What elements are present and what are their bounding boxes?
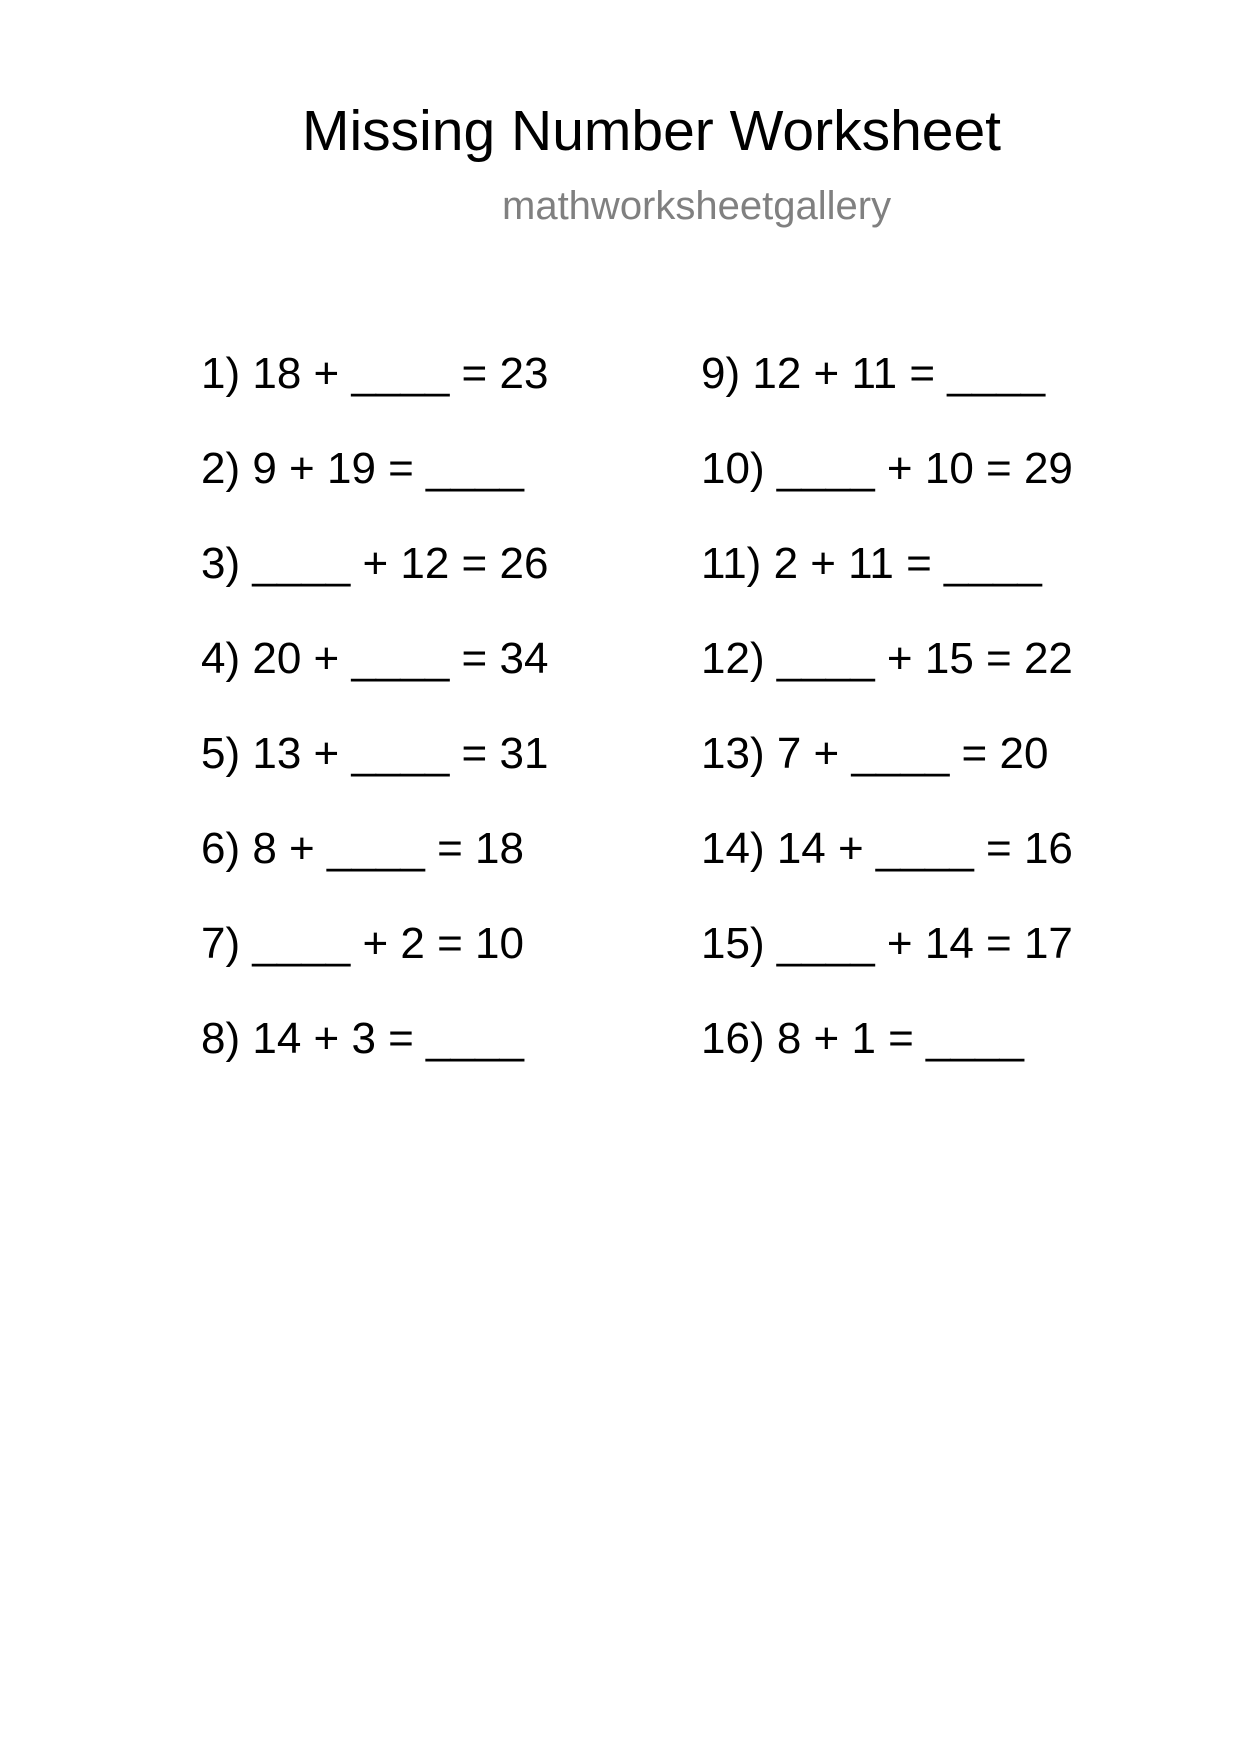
problem-15 [701,919,1073,1017]
problem-equation: 14 + 3 = ____ [252,1014,524,1063]
problem-3 [201,539,549,637]
problems-column-right [701,349,1073,1112]
problem-number: 11) [701,539,762,588]
problem-4 [201,634,549,732]
problem-7 [201,919,548,1017]
problem-9 [701,349,1073,447]
problem-number: 16) [701,1014,765,1063]
problem-2 [201,444,548,542]
problem-equation: ____ + 10 = 29 [776,444,1073,493]
problem-12 [701,634,1073,732]
problem-number: 10) [701,444,765,493]
problem-16 [701,1014,1073,1112]
problem-equation: 14 + ____ = 16 [776,824,1073,873]
problem-equation: 20 + ____ = 34 [252,634,549,683]
problem-10 [701,444,1073,542]
problem-number: 7) [201,919,241,968]
problem-equation: ____ + 2 = 10 [252,919,524,968]
problem-number: 4) [201,634,241,683]
problem-equation: 12 + 11 = ____ [752,349,1046,398]
problem-equation: 7 + ____ = 20 [776,729,1049,778]
problem-number: 3) [201,539,241,588]
worksheet-title: Missing Number Worksheet [302,99,1002,163]
problem-6 [201,824,548,922]
problem-number: 2) [201,444,241,493]
problem-number: 6) [201,824,241,873]
problem-equation: 13 + ____ = 31 [252,729,549,778]
problem-5 [201,729,549,827]
problem-equation: ____ + 15 = 22 [776,634,1073,683]
problem-14 [701,824,1073,922]
problem-1 [201,349,549,447]
problem-number: 15) [701,919,765,968]
problem-number: 1) [201,349,241,398]
problem-equation: ____ + 12 = 26 [252,539,549,588]
problem-equation: 8 + ____ = 18 [252,824,524,873]
problem-number: 8) [201,1014,241,1063]
problems-column-left [201,349,549,1112]
worksheet-source: mathworksheetgallery [502,184,892,228]
problem-equation: 8 + 1 = ____ [776,1014,1024,1063]
problem-equation: 2 + 11 = ____ [773,539,1042,588]
problem-13 [701,729,1073,827]
problem-number: 14) [701,824,765,873]
problem-number: 9) [701,349,741,398]
problem-number: 12) [701,634,765,683]
problem-8 [201,1014,548,1112]
problem-number: 5) [201,729,241,778]
problem-number: 13) [701,729,765,778]
problem-11 [701,539,1073,637]
problem-equation: 18 + ____ = 23 [252,349,549,398]
problem-equation: 9 + 19 = ____ [252,444,524,493]
problem-equation: ____ + 14 = 17 [776,919,1073,968]
